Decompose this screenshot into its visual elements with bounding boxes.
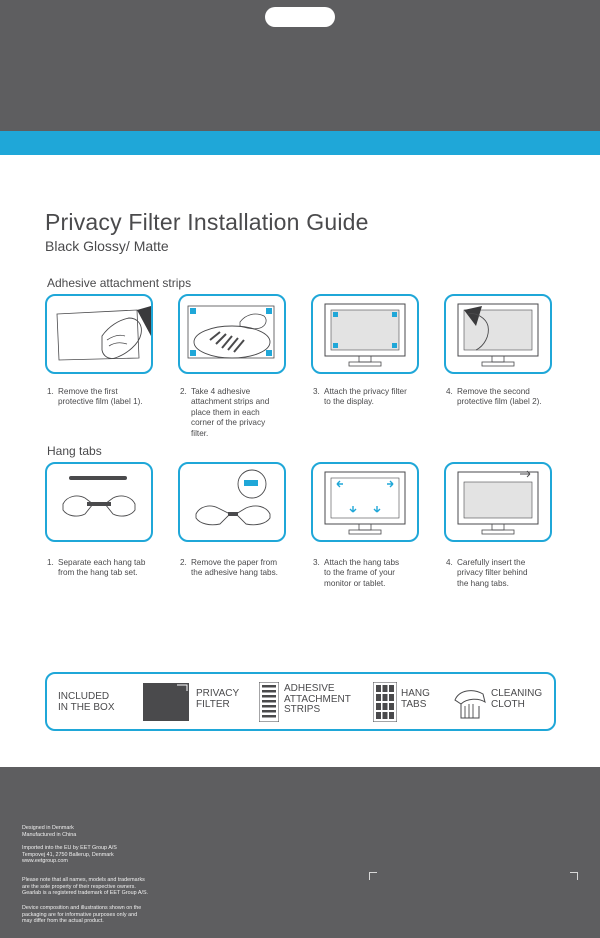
adhesive-strips-label: ADHESIVE ATTACHMENT STRIPS xyxy=(284,683,351,715)
footer-trademarks: Please note that all names, models and trademarks are the sole property of their respective owners. Gearlab is a registered trademark of EET Group A/S. xyxy=(22,877,149,897)
privacy-filter-icon xyxy=(143,683,189,721)
privacy-filter-label: PRIVACY FILTER xyxy=(196,688,240,710)
insert-filter-icon xyxy=(446,464,550,540)
section-heading-hang-tabs: Hang tabs xyxy=(47,444,102,458)
hang-step-2-caption: 2. Remove the paper from the adhesive hang tabs. xyxy=(180,558,278,578)
hang-step-1-caption: 1. Separate each hang tab from the hang tab set. xyxy=(47,558,146,578)
corner-mark-right xyxy=(570,872,578,880)
adhesive-step-1-illustration xyxy=(45,294,153,374)
hang-step-3-illustration xyxy=(311,462,419,542)
adhesive-step-2-illustration xyxy=(178,294,286,374)
adhesive-step-3-illustration xyxy=(311,294,419,374)
hand-peeling-film-icon xyxy=(47,296,151,372)
page-subtitle: Black Glossy/ Matte xyxy=(45,238,169,254)
hang-step-4-caption: 4. Carefully insert the privacy filter behind the hang tabs. xyxy=(446,558,528,588)
top-band xyxy=(0,0,600,131)
hang-tabs-icon xyxy=(373,682,397,722)
monitor-with-filter-icon xyxy=(313,296,417,372)
footer-disclaimer: Device composition and illustrations shown on the packaging are for informative purposes only and may differ from the actual product. xyxy=(22,905,142,925)
corner-mark-left xyxy=(369,872,377,880)
cleaning-cloth-label: CLEANING CLOTH xyxy=(491,688,543,710)
adhesive-strips-icon xyxy=(259,682,279,722)
hang-step-2-illustration xyxy=(178,462,286,542)
remove-paper-icon xyxy=(180,464,284,540)
footer-importer: Imported into the EU by EET Group A/S Tempovej 41, 2750 Ballerup, Denmark www.eetgroup.com xyxy=(22,845,117,865)
included-in-box-panel xyxy=(45,672,556,731)
placing-strips-icon xyxy=(180,296,284,372)
adhesive-step-3-caption: 3. Attach the privacy filter to the display. xyxy=(313,387,407,407)
adhesive-step-4-caption: 4. Remove the second protective film (label 2). xyxy=(446,387,542,407)
adhesive-step-2-caption: 2. Take 4 adhesive attachment strips and place them in each corner of the privacy filter. xyxy=(180,387,270,438)
accent-band xyxy=(0,131,600,155)
hang-tab-set-icon xyxy=(47,464,151,540)
monitor-hang-tabs-icon xyxy=(313,464,417,540)
hang-hole xyxy=(265,7,335,27)
adhesive-step-4-illustration xyxy=(444,294,552,374)
peeling-second-film-icon xyxy=(446,296,550,372)
hang-step-1-illustration xyxy=(45,462,153,542)
adhesive-step-1-caption: 1. Remove the first protective film (label 1). xyxy=(47,387,143,407)
hang-step-3-caption: 3. Attach the hang tabs to the frame of your monitor or tablet. xyxy=(313,558,400,588)
hang-tabs-label: HANG TABS xyxy=(401,688,430,710)
page-title: Privacy Filter Installation Guide xyxy=(45,209,369,235)
section-heading-adhesive: Adhesive attachment strips xyxy=(47,276,192,290)
cleaning-cloth-icon xyxy=(453,682,487,722)
footer-origin: Designed in Denmark Manufactured in China xyxy=(22,825,77,838)
hang-step-4-illustration xyxy=(444,462,552,542)
included-label: INCLUDED IN THE BOX xyxy=(58,691,115,713)
